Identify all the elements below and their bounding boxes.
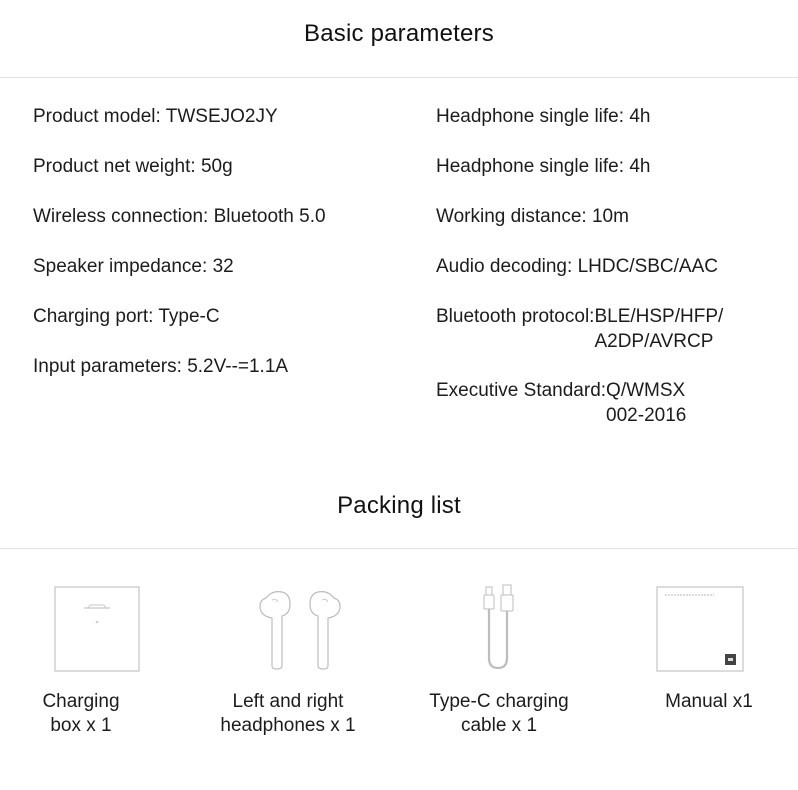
param-bluetooth-protocol xyxy=(436,304,723,354)
section-divider xyxy=(0,77,798,78)
param-key: Headphone single life: xyxy=(436,106,630,127)
section-divider xyxy=(0,548,798,549)
packing-list-title: Packing list xyxy=(337,492,461,519)
param-key: Audio decoding: xyxy=(436,256,578,277)
param-key: Working distance: xyxy=(436,206,592,227)
param-audio-decoding xyxy=(436,254,718,279)
param-headphone-life-1 xyxy=(436,104,650,129)
usb-cable-icon xyxy=(478,584,518,672)
param-value: 4h xyxy=(629,106,651,127)
pack-item-manual: Manual x1 xyxy=(665,691,753,712)
param-wireless-connection xyxy=(33,204,326,229)
param-key: Bluetooth protocol: xyxy=(436,306,595,327)
param-key: Input parameters: xyxy=(33,356,188,377)
manual-icon xyxy=(656,586,744,672)
param-value: 5.2V--=1.1A xyxy=(187,356,289,377)
param-value: 4h xyxy=(629,156,651,177)
pack-item-charging-box: Charging box x 1 xyxy=(42,691,120,736)
param-executive-standard xyxy=(436,378,686,428)
param-working-distance xyxy=(436,204,629,229)
param-key: Speaker impedance: xyxy=(33,256,213,277)
param-product-model xyxy=(33,104,278,129)
param-key: Product model: xyxy=(33,106,166,127)
pack-item-headphones: Left and right headphones x 1 xyxy=(220,691,356,736)
param-value: BLE/HSP/HFP/ A2DP/AVRCP xyxy=(594,306,724,352)
param-headphone-life-2 xyxy=(436,154,650,179)
param-speaker-impedance xyxy=(33,254,234,279)
param-net-weight xyxy=(33,154,233,179)
earbuds-icon xyxy=(252,586,348,670)
param-value: LHDC/SBC/AAC xyxy=(577,256,718,277)
param-value: Q/WMSX 002-2016 xyxy=(606,380,687,426)
param-key: Product net weight: xyxy=(33,156,201,177)
param-value: Bluetooth 5.0 xyxy=(213,206,326,227)
param-key: Wireless connection: xyxy=(33,206,214,227)
basic-parameters-title: Basic parameters xyxy=(304,20,494,47)
charging-box-icon xyxy=(54,586,140,672)
param-key: Executive Standard: xyxy=(436,380,607,401)
param-value: Type-C xyxy=(158,306,220,327)
pack-item-cable: Type-C charging cable x 1 xyxy=(429,691,569,736)
param-value: TWSEJO2JY xyxy=(165,106,278,127)
param-key: Charging port: xyxy=(33,306,159,327)
param-input-parameters xyxy=(33,354,288,379)
param-value: 10m xyxy=(591,206,629,227)
param-value: 32 xyxy=(212,256,234,277)
param-value: 50g xyxy=(200,156,233,177)
param-key: Headphone single life: xyxy=(436,156,630,177)
param-charging-port xyxy=(33,304,220,329)
